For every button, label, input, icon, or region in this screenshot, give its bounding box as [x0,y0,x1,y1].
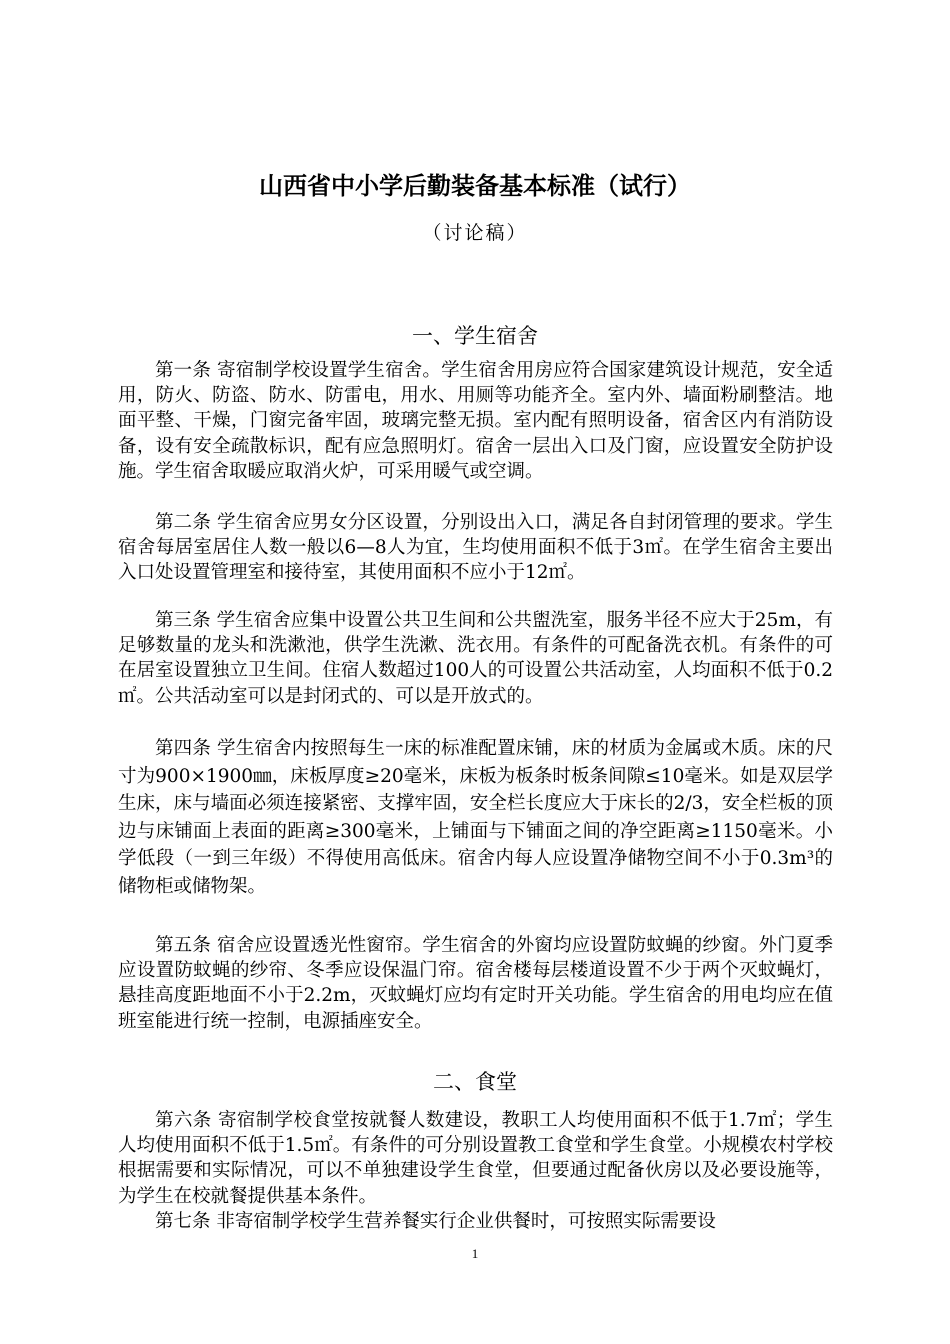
article-4: 第四条 学生宿舍内按照每生一床的标准配置床铺，床的材质为金属或木质。床的尺寸为900×1900㎜，床板厚度≥20毫米，床板为板条时板条间隙≤10毫米。如是双层学生床，床与墙面必须连接紧密、支撑牢固，安全栏长度应大于床长的2/3，安全栏板的顶边与床铺面上表面的距离≥300毫米，上铺面与下铺面之间的净空距离≥1150毫米。小学低段（一到三年级）不得使用高低床。宿舍内每人应设置净储物空间不小于0.3m³的储物柜或储物架。 [118,738,833,897]
article-3: 第三条 学生宿舍应集中设置公共卫生间和公共盥洗室，服务半径不应大于25m，有足够数量的龙头和洗漱池，供学生洗漱、洗衣用。有条件的可配备洗衣机。有条件的可在居室设置独立卫生间。住宿人数超过100人的可设置公共活动室，人均面积不低于0.2㎡。公共活动室可以是封闭式的、可以是开放式的。 [118,610,833,707]
article-5: 第五条 宿舍应设置透光性窗帘。学生宿舍的外窗均应设置防蚊蝇的纱窗。外门夏季应设置防蚊蝇的纱帘、冬季应设保温门帘。宿舍楼每层楼道设置不少于两个灭蚊蝇灯，悬挂高度距地面不小于2.2m，灭蚊蝇灯应均有定时开关功能。学生宿舍的用电均应在值班室能进行统一控制，电源插座安全。 [118,935,833,1032]
document-subtitle: （讨论稿） [422,222,528,244]
article-1: 第一条 寄宿制学校设置学生宿舍。学生宿舍用房应符合国家建筑设计规范，安全适用，防火、防盗、防水、防雷电，用水、用厕等功能齐全。室内外、墙面粉刷整洁。地面平整、干燥，门窗完备牢固，玻璃完整无损。室内配有照明设备，宿舍区内有消防设备，设有安全疏散标识，配有应急照明灯。宿舍一层出入口及门窗，应设置安全防护设施。学生宿舍取暖应取消火炉，可采用暖气或空调。 [118,360,833,482]
section-heading-dormitory: 一、学生宿舍 [412,324,538,348]
page-number: 1 [471,1246,479,1261]
article-7: 第七条 非寄宿制学校学生营养餐实行企业供餐时，可按照实际需要设 [155,1211,716,1232]
section-heading-canteen: 二、食堂 [433,1070,517,1094]
document-title: 山西省中小学后勤装备基本标准（试行） [259,171,691,200]
article-6: 第六条 寄宿制学校食堂按就餐人数建设，教职工人均使用面积不低于1.7㎡；学生人均使用面积不低于1.5㎡。有条件的可分别设置教工食堂和学生食堂。小规模农村学校根据需要和实际情况，可以不单独建设学生食堂，但要通过配备伙房以及必要设施等，为学生在校就餐提供基本条件。 [118,1110,833,1207]
article-2: 第二条 学生宿舍应男女分区设置，分别设出入口，满足各自封闭管理的要求。学生宿舍每居室居住人数一般以6—8人为宜，生均使用面积不低于3㎡。在学生宿舍主要出入口处设置管理室和接待室，其使用面积不应小于12㎡。 [118,512,833,584]
